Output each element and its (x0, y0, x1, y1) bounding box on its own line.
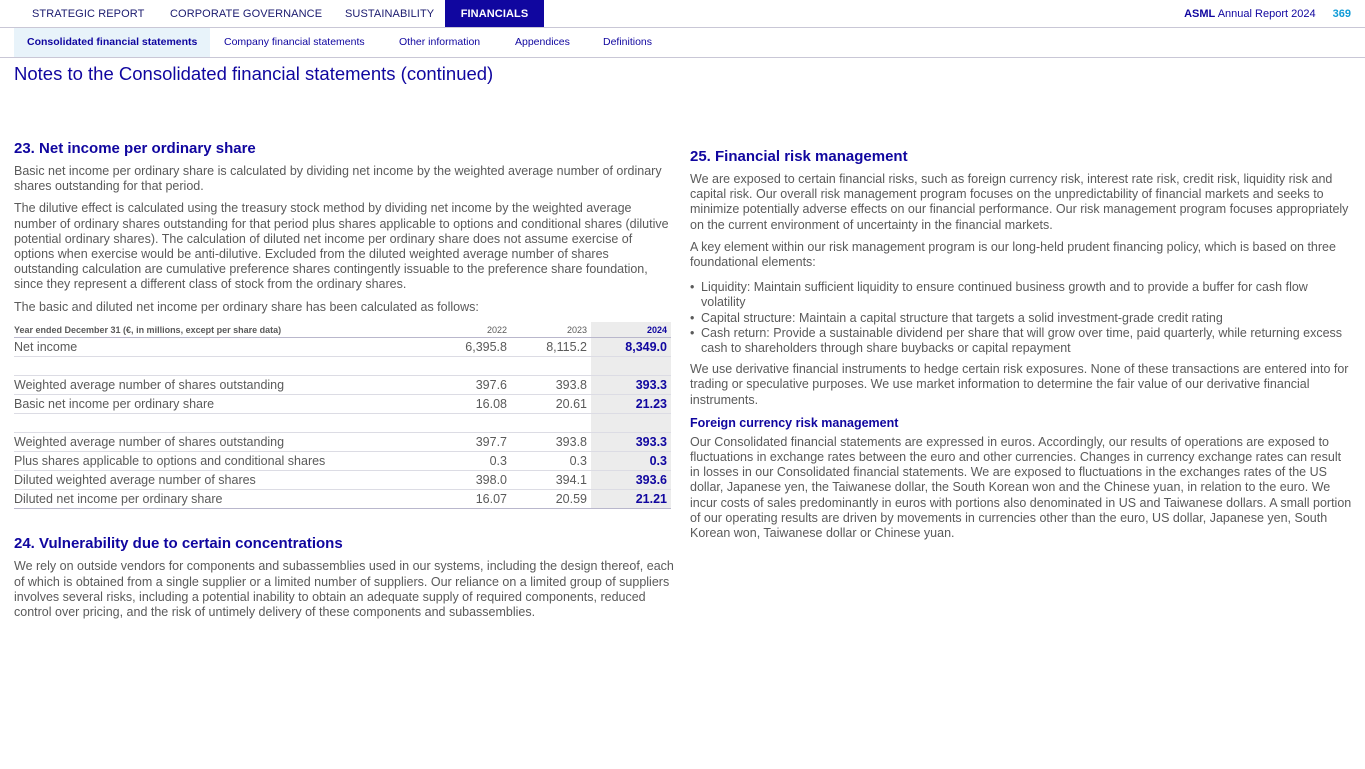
table-row (14, 452, 671, 471)
tab-sustainability[interactable]: SUSTAINABILITY (345, 8, 435, 20)
section-25-paragraph-3: We use derivative financial instruments to hedge certain risk exposures. None of these transactions are entered into for trading or speculative purposes. We use market information to determine the fair value of our derivative financial instruments. (690, 362, 1349, 407)
section-25-heading: 25. Financial risk management (690, 148, 908, 165)
subtab-consolidated-financial-statements[interactable]: Consolidated financial statements (14, 28, 210, 57)
value-2022: 16.08 (431, 395, 511, 414)
value-2023 (511, 414, 591, 433)
tab-financials[interactable]: FINANCIALS (445, 0, 544, 27)
row-label: Basic net income per ordinary share (14, 395, 431, 414)
row-label (14, 357, 431, 376)
table-row (14, 338, 671, 357)
section-23-paragraph-2: The dilutive effect is calculated using the treasury stock method by dividing net income by the weighted average number of ordinary shares outstanding for that period plus shares applicable to options and conditional shares (dilutive potential ordinary shares). The calculation of diluted net income per ordinary share does not assume exercise of options when exercise would be anti-dilutive. Excluded from the diluted weighted average number of shares outstanding calculation are cumulative preference shares contingently issuable to the preference share foundation, since they represent a different class of stock from the ordinary shares. (14, 201, 669, 292)
value-2024: 393.3 (591, 376, 671, 395)
tab-corporate-governance[interactable]: CORPORATE GOVERNANCE (170, 8, 323, 20)
page-title: Notes to the Consolidated financial statements (continued) (14, 63, 494, 84)
value-2023 (511, 357, 591, 376)
value-2022: 0.3 (431, 452, 511, 471)
report-brand (1184, 0, 1351, 27)
row-label: Net income (14, 338, 431, 357)
foreign-currency-risk-paragraph: Our Consolidated financial statements are expressed in euros. Accordingly, our results of operations are exposed to fluctuations in exchange rates between the euro and other currencies. Changes in currency exchange rates can result in losses in our Consolidated financial statements. We are exposed to fluctuations in the exchanges rates of the US dollar, Japanese yen, the Taiwanese dollar, the South Korean won and the Chinese yuan, in relation to the euro. We incur costs of sales predominantly in euros with portions also denominated in US and Taiwanese dollars. A small portion of our operating results are driven by movements in currencies other than the euro, US dollar, Japanese yen, South Korean won, Taiwanese dollar or Chinese yuan. (690, 434, 1352, 541)
value-2024: 21.21 (591, 490, 671, 509)
value-2024: 393.3 (591, 433, 671, 452)
row-label: Weighted average number of shares outstanding (14, 433, 431, 452)
brand-report-title: Annual Report 2024 (1217, 8, 1316, 20)
left-column (14, 140, 674, 627)
row-label: Plus shares applicable to options and conditional shares (14, 452, 431, 471)
value-2024: 0.3 (591, 452, 671, 471)
list-item-cash-return: • Cash return: Provide a sustainable dividend per share that will grow over time, paid quarterly, while returning excess cash to shareholders through share buybacks or capital repayment (690, 326, 1352, 356)
value-2023: 20.61 (511, 395, 591, 414)
section-24 (14, 535, 674, 620)
section-25-paragraph-1: We are exposed to certain financial risks, such as foreign currency risk, interest rate risk, credit risk, liquidity risk and capital risk. Our overall risk management program focuses on the unpredictability of financial markets and seeks to minimize potentially adverse effects on our financial performance. Our risk management program focuses appropriately on the current environment of uncertainty in the financial markets. (690, 172, 1349, 232)
value-2023: 0.3 (511, 452, 591, 471)
section-23-heading: 23. Net income per ordinary share (14, 140, 256, 157)
value-2023: 393.8 (511, 376, 591, 395)
value-2022 (431, 414, 511, 433)
page-number: 369 (1332, 8, 1351, 20)
section-25 (690, 148, 1352, 541)
value-2022: 397.6 (431, 376, 511, 395)
value-2022: 6,395.8 (431, 338, 511, 357)
table-row (14, 376, 671, 395)
value-2024 (591, 414, 671, 433)
section-25-paragraph-2: A key element within our risk management program is our long-held prudent financing policy, which is based on three foundational elements: (690, 239, 1336, 270)
table-header-row (14, 322, 671, 338)
section-23 (14, 140, 674, 509)
value-2024: 393.6 (591, 471, 671, 490)
row-label (14, 414, 431, 433)
net-income-per-share-table (14, 322, 671, 510)
table-row (14, 471, 671, 490)
value-2023: 394.1 (511, 471, 591, 490)
section-24-heading: 24. Vulnerability due to certain concentrations (14, 535, 343, 553)
value-2022: 397.7 (431, 433, 511, 452)
tab-strategic-report[interactable]: STRATEGIC REPORT (32, 8, 145, 20)
subtab-company-financial-statements[interactable]: Company financial statements (224, 36, 365, 48)
value-2022: 16.07 (431, 490, 511, 509)
foreign-currency-risk-heading: Foreign currency risk management (690, 415, 899, 430)
subtab-other-information[interactable]: Other information (399, 36, 481, 48)
table-header-2024: 2024 (591, 322, 671, 338)
value-2023: 20.59 (511, 490, 591, 509)
table-header-2023: 2023 (511, 322, 591, 338)
table-header-label: Year ended December 31 (€, in millions, except per share data) (14, 322, 431, 338)
subtab-appendices[interactable]: Appendices (515, 36, 570, 48)
row-label: Diluted weighted average number of shares (14, 471, 431, 490)
value-2023: 8,115.2 (511, 338, 591, 357)
value-2022: 398.0 (431, 471, 511, 490)
list-item-liquidity: • Liquidity: Maintain sufficient liquidity to ensure continued business growth and to provide a buffer for cash flow volatility (690, 280, 1352, 310)
list-item-capital-structure: • Capital structure: Maintain a capital structure that targets a solid investment-grade credit rating (690, 311, 1352, 326)
right-column (690, 148, 1352, 548)
value-2023: 393.8 (511, 433, 591, 452)
value-2024 (591, 357, 671, 376)
table-header-2022: 2022 (431, 322, 511, 338)
section-23-paragraph-3: The basic and diluted net income per ordinary share has been calculated as follows: (14, 299, 479, 314)
row-label: Weighted average number of shares outstanding (14, 376, 431, 395)
financing-policy-list (690, 280, 1352, 356)
top-navigation (0, 0, 1365, 28)
value-2022 (431, 357, 511, 376)
table-row (14, 433, 671, 452)
brand-company: ASML (1184, 8, 1216, 20)
table-spacer-row (14, 414, 671, 433)
table-row (14, 395, 671, 414)
value-2024: 8,349.0 (591, 338, 671, 357)
table-row (14, 490, 671, 509)
sub-navigation (0, 28, 1365, 58)
section-23-paragraph-1: Basic net income per ordinary share is calculated by dividing net income by the weighted average number of ordinary shares outstanding for that period. (14, 164, 662, 194)
table-spacer-row (14, 357, 671, 376)
row-label: Diluted net income per ordinary share (14, 490, 431, 509)
subtab-definitions[interactable]: Definitions (603, 36, 653, 48)
value-2024: 21.23 (591, 395, 671, 414)
section-24-paragraph-1: We rely on outside vendors for components and subassemblies used in our systems, including the design thereof, each of which is obtained from a single supplier or a limited number of suppliers. Our reliance on a limited group of suppliers involves several risks, including a potential inability to obtain an adequate supply of required components, reduced control over pricing, and the risk of untimely delivery of these components and subassemblies. (14, 559, 674, 619)
